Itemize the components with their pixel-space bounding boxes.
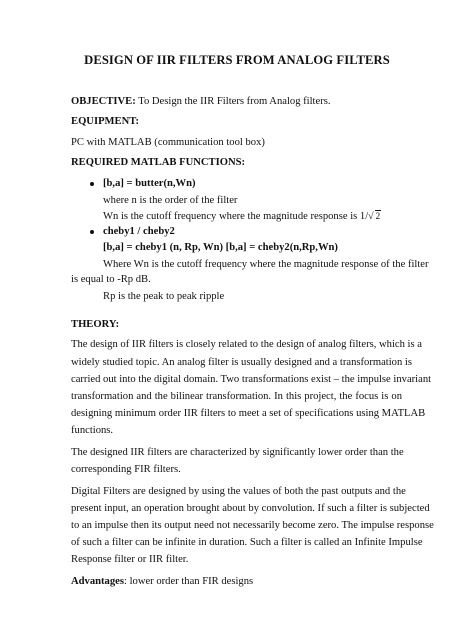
butter-desc-cutoff: [103, 210, 381, 223]
theory-paragraph-line: of such a filter can be infinite in duration. Such a filter is called an Infinite Impulse: [71, 537, 423, 548]
butter-desc-cutoff-text: Wn is the cutoff frequency where the magnitude response is 1/: [103, 211, 369, 222]
page-title: DESIGN OF IIR FILTERS FROM ANALOG FILTERS: [84, 53, 390, 67]
theory-paragraph-line: to an impulse then its output need not necessarily become zero. The impulse response: [71, 520, 434, 531]
theory-paragraph-line: widely studied topic. An analog filter is usually designed and a transformation is: [71, 357, 412, 368]
cheby-desc-cutoff: Where Wn is the cutoff frequency where the magnitude response of the filter: [103, 259, 429, 270]
theory-paragraph-line: The designed IIR filters are characterized by significantly lower order than the: [71, 447, 404, 458]
butter-syntax: [b,a] = butter(n,Wn): [103, 178, 196, 189]
advantages-text: : lower order than FIR designs: [123, 576, 254, 587]
bullet-icon: [90, 230, 94, 234]
theory-paragraph-line: Response filter or IIR filter.: [71, 554, 189, 565]
theory-paragraph-line: carried out into the digital domain. Two transformations exist – the impulse invariant: [71, 374, 432, 385]
cheby-syntax: [b,a] = cheby1 (n, Rp, Wn) [b,a] = cheby2(n,Rp,Wn): [103, 242, 338, 253]
cheby-desc-cutoff-cont: is equal to -Rp dB.: [71, 274, 151, 285]
theory-paragraph-line: Digital Filters are designed by using the values of both the past outputs and the: [71, 486, 406, 497]
theory-paragraph-line: present input, an operation brought about by convolution. If such a filter is subjected: [71, 503, 430, 514]
objective-text: To Design the IIR Filters from Analog filters.: [135, 96, 331, 107]
butter-desc-order: where n is the order of the filter: [103, 195, 238, 206]
sqrt-radicand: 2: [375, 211, 381, 221]
theory-paragraph-line: corresponding FIR filters.: [71, 464, 181, 475]
advantages-label: Advantages: [71, 576, 124, 587]
equipment-heading: EQUIPMENT:: [71, 116, 140, 127]
objective-label: OBJECTIVE:: [71, 96, 136, 107]
objective-line: [71, 95, 331, 108]
equipment-text: PC with MATLAB (communication tool box): [71, 137, 265, 148]
theory-paragraph-line: designing minimum order IIR filters to meet a set of specifications using MATLAB: [71, 408, 426, 419]
bullet-icon: [90, 182, 94, 186]
cheby-desc-ripple: Rp is the peak to peak ripple: [103, 291, 225, 302]
cheby-name: cheby1 / cheby2: [103, 226, 175, 237]
functions-heading: REQUIRED MATLAB FUNCTIONS:: [71, 157, 246, 168]
sqrt-symbol: √: [368, 211, 374, 222]
theory-paragraph-line: transformation and the bilinear transformation. In this project, the focus is on: [71, 391, 402, 402]
theory-heading: THEORY:: [71, 319, 120, 330]
theory-paragraph-line: The design of IIR filters is closely related to the design of analog filters, which is a: [71, 339, 422, 350]
theory-paragraph-line: functions.: [71, 425, 114, 436]
advantages-line: [71, 575, 253, 588]
